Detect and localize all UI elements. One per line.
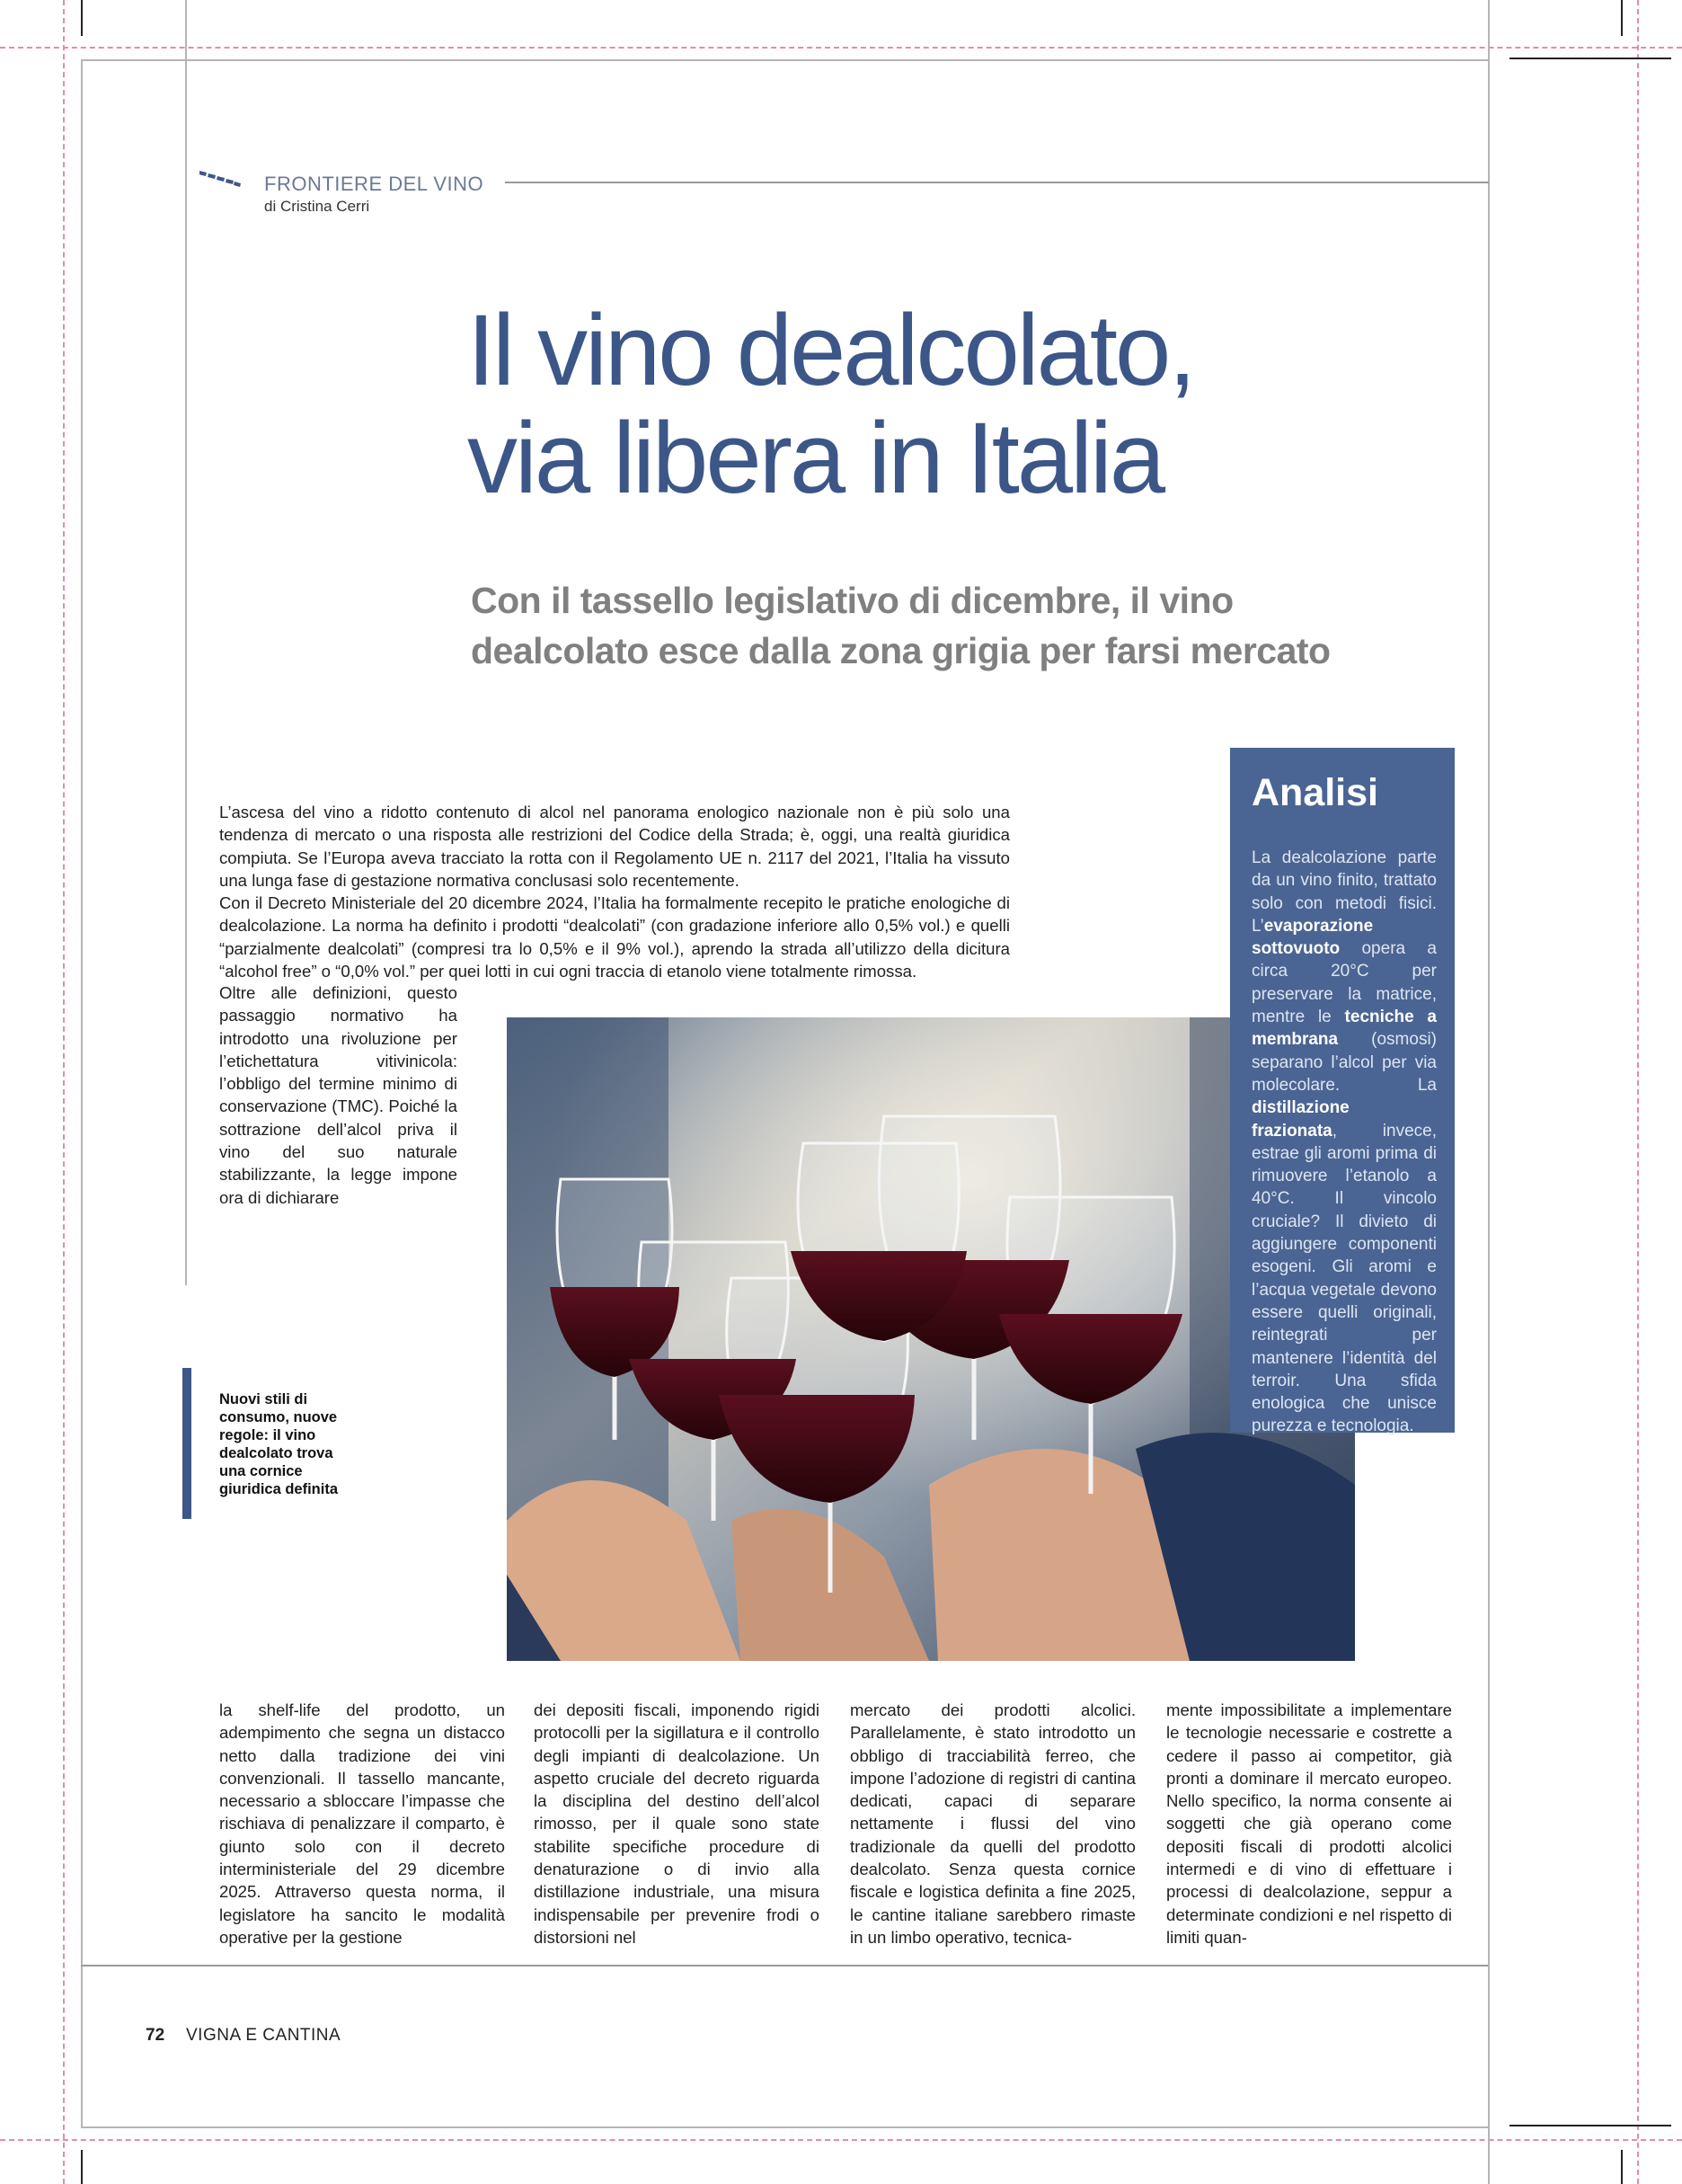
caption-accent-bar	[182, 1368, 191, 1519]
column-text-3: mercato dei prodotti alcolici. Parallelamente, è stato introdotto un obbligo di tracciabilità ferreo, che impone l’adozione di registri di cantina dedicati, capaci di separare nettamente i flussi del vino tradizionale da quelli del prodotto dealcolato. Senza questa cornice fiscale e logistica definita a fine 2025, le cantine italiane sarebbero rimaste in un limbo operativo, tecnica-	[850, 1700, 1136, 1947]
sidebar-text-run: (osmosi) separano l’alcol per via molecolare. La	[1252, 1030, 1437, 1095]
analysis-sidebar	[1230, 748, 1455, 1436]
column-text-4: mente impossibilitate a implementare le tecnologie necessarie e costrette a cedere il passo ai competitor, già pronti a dominare il mercato europeo. Nello specifico, la norma consente ai soggetti che già operano come depositi fiscali di prodotti alcolici intermedi e di vino di effettuare i processi di dealcolazione, seppur a determinate condizioni e nel rispetto di limiti quan-	[1166, 1700, 1452, 1947]
subtitle-line: dealcolato esce dalla zona grigia per farsi mercato	[471, 630, 1331, 671]
crop-mark	[1621, 0, 1623, 36]
sidebar-text-run: , invece, estrae gli aromi prima di rimuovere l’etanolo a 40°C. Il vincolo cruciale? Il divieto di aggiungere componenti esogeni. Gli aromi e l’acqua vegetale devono essere quelli originali, reintegrati per mantenere l’identità del terroir. Una sfida enologica che unisce purezza e tecnologia.	[1252, 1121, 1437, 1436]
left-column-text: Oltre alle definizioni, questo passaggio normativo ha introdotto una rivoluzione per l’etichettatura vitivinicola: l’obbligo del termine minimo di conservazione (TMC). Poiché la sottrazione dell’alcol priva il vino del suo naturale stabilizzante, la legge impone ora di dichiarare	[219, 983, 457, 1207]
photo-caption: Nuovi stili di consumo, nuove regole: il vino dealcolato trova una cornice giuridica definita	[219, 1391, 339, 1497]
header-rule	[505, 182, 1489, 183]
frame-line-top	[81, 59, 1488, 61]
section-stripes-icon	[199, 171, 241, 189]
crop-mark	[81, 0, 83, 36]
section-title: FRONTIERE DEL VINO	[264, 173, 484, 195]
paragraph: Con il Decreto Ministeriale del 20 dicembre 2024, l’Italia ha formalmente recepito le pratiche enologiche di dealcolazione. La norma ha definito i prodotti “dealcolati” (con gradazione inferiore allo 0,5% vol.) e quelli “parzialmente dealcolati” (compresi tra lo 0,5% e il 9% vol.), aprendo la strada all’utilizzo della dicitura “alcohol free” o “0,0% vol.” per quei lotti in cui ogni traccia di etanolo viene totalmente rimossa.	[219, 893, 1010, 981]
crop-mark	[81, 2150, 83, 2184]
column-text-1: la shelf-life del prodotto, un adempimento che segna un distacco netto dalla tradizione dei vini convenzionali. Il tassello mancante, necessario a sbloccare l’impasse che rischiava di penalizzare il comparto, è giunto solo con il decreto interministeriale del 29 dicembre 2025. Attraverso questa norma, il legislatore ha sancito le modalità operative per la gestione	[219, 1700, 505, 1947]
sidebar-bold-term: evaporazione sottovuoto	[1252, 916, 1374, 959]
article-subtitle	[471, 575, 1441, 676]
sidebar-bold-term: tecniche a membrana	[1252, 1008, 1438, 1050]
title-line: via libera in Italia	[467, 402, 1164, 514]
title-line: Il vino dealcolato,	[467, 294, 1194, 406]
column-text-2: dei depositi fiscali, imponendo rigidi protocolli per la sigillatura e il controllo degli impianti di dealcolazione. Un aspetto cruciale del decreto riguarda la disciplina del destino dell’alcol rimosso, per il quale sono state stabilite specifiche procedure di denaturazione o di invio alla distillazione industriale, una misura indispensabile per prevenire frodi o distorsioni nel	[534, 1700, 819, 1947]
trim-line-left	[63, 0, 65, 2184]
frame-line-left	[81, 59, 83, 2126]
intro-text	[219, 801, 1010, 982]
page-number: 72	[146, 2026, 165, 2045]
sidebar-title: Analisi	[1252, 771, 1378, 814]
crop-mark	[1509, 2125, 1671, 2126]
trim-line-right	[1637, 0, 1639, 2184]
article-title	[467, 294, 1501, 514]
sidebar-text	[1252, 847, 1437, 1438]
sidebar-text-run: opera a circa 20°C per preservare la matrice, mentre le	[1252, 939, 1437, 1027]
crop-mark	[1509, 58, 1671, 59]
frame-line-bottom	[81, 2126, 1488, 2128]
subtitle-line: Con il tassello legislativo di dicembre, il vino	[471, 580, 1234, 621]
margin-guide-line	[185, 0, 187, 1285]
author-byline: di Cristina Cerri	[264, 198, 370, 215]
paragraph: L’ascesa del vino a ridotto contenuto di alcol nel panorama enologico nazionale non è più solo una tendenza di mercato o una risposta alle restrizioni del Codice della Strada; è, oggi, una realtà giuridica compiuta. Se l’Europa aveva tracciato la rotta con il Regolamento UE n. 2117 del 2021, l’Italia ha vissuto una lunga fase di gestazione normativa conclusasi solo recentemente.	[219, 803, 1010, 890]
sidebar-bold-term: distillazione frazionata	[1252, 1098, 1350, 1141]
footer-rule	[81, 1965, 1488, 1966]
wine-toast-photo	[507, 1017, 1355, 1661]
crop-mark	[1621, 2150, 1623, 2184]
trim-line-bottom	[0, 2139, 1682, 2141]
sidebar-text-run: La dealcolazione parte da un vino finito, trattato solo con metodi fisici. L’	[1252, 848, 1437, 936]
trim-line-top	[0, 47, 1682, 49]
magazine-name: VIGNA E CANTINA	[186, 2026, 341, 2045]
